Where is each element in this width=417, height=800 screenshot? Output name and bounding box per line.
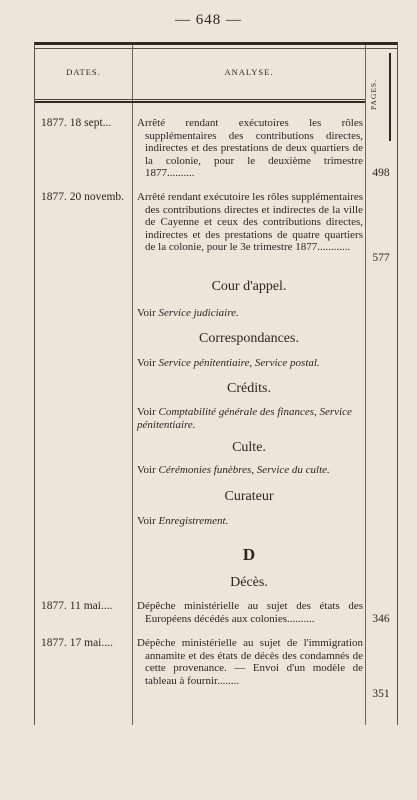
see-target: Cérémonies funèbres, Service du culte. — [158, 464, 330, 476]
analyse-header: ANALYSE. — [224, 67, 274, 77]
see-reference — [137, 515, 363, 528]
pages-header-rule — [389, 53, 391, 141]
entry-date: 1877. 20 novemb. — [41, 191, 125, 203]
index-letter: D — [242, 545, 256, 564]
see-reference — [137, 464, 363, 477]
dates-header: DATES. — [66, 67, 101, 77]
section-heading: Correspondances. — [199, 331, 299, 346]
header-rule-thin — [35, 99, 365, 100]
entry-page: 577 — [372, 252, 390, 264]
entry-analyse — [137, 117, 363, 180]
see-reference — [137, 307, 363, 320]
section-heading: Crédits. — [227, 381, 271, 396]
see-label: Voir — [137, 515, 156, 527]
see-target: Comptabilité générale des finances, Service pénitentiaire. — [137, 406, 352, 431]
entry-text: Arrêté rendant exécutoires les rôles supplémentaires des contributions directes, indirectes et des prestations de deux quartiers de la colonie, pour le deuxième trimestre 1877.......... — [137, 117, 363, 180]
entry-page: 498 — [372, 167, 390, 179]
section-heading: Cour d'appel. — [211, 279, 287, 294]
entry-analyse — [137, 191, 363, 254]
entry-text: Dépêche ministérielle au sujet de l'immigration annamite et des états de décès des condamnés de cette provenance. — Envoi d'un modèle de tableau à fournir........ — [137, 637, 363, 687]
entry-text: Arrêté rendant exécutoire les rôles supplémentaires des contributions directes et indirectes de la ville de Cayenne et ceux des contributions directes, indirectes et des prestations de quatre quartiers de la colonie, pour le 3e trimestre 1877............ — [137, 191, 363, 254]
index-table — [34, 42, 398, 725]
see-target: Service judiciaire. — [158, 307, 239, 319]
entry-analyse — [137, 637, 363, 687]
see-label: Voir — [137, 406, 156, 418]
entry-date: 1877. 18 sept... — [41, 117, 112, 129]
entry-page: 351 — [372, 688, 390, 700]
section-heading: Curateur — [224, 489, 274, 504]
page-number: — 648 — — [175, 12, 242, 28]
pages-header: PAGES. — [369, 79, 378, 111]
entry-analyse — [137, 600, 363, 625]
see-label: Voir — [137, 307, 156, 319]
see-label: Voir — [137, 464, 156, 476]
entry-date: 1877. 17 mai.... — [41, 637, 113, 649]
see-label: Voir — [137, 357, 156, 369]
see-reference — [137, 357, 363, 370]
see-reference — [137, 406, 363, 431]
see-target: Service pénitentiaire, Service postal. — [158, 357, 320, 369]
section-heading: Culte. — [232, 440, 266, 455]
entry-date: 1877. 11 mai.... — [41, 600, 113, 612]
entry-page: 346 — [372, 613, 390, 625]
header-rule-thick — [35, 101, 365, 103]
section-heading: Décès. — [230, 575, 268, 590]
entry-text: Dépêche ministérielle au sujet des états des Européens décédés aux colonies.......... — [137, 600, 363, 625]
see-target: Enregistrement. — [158, 515, 229, 527]
